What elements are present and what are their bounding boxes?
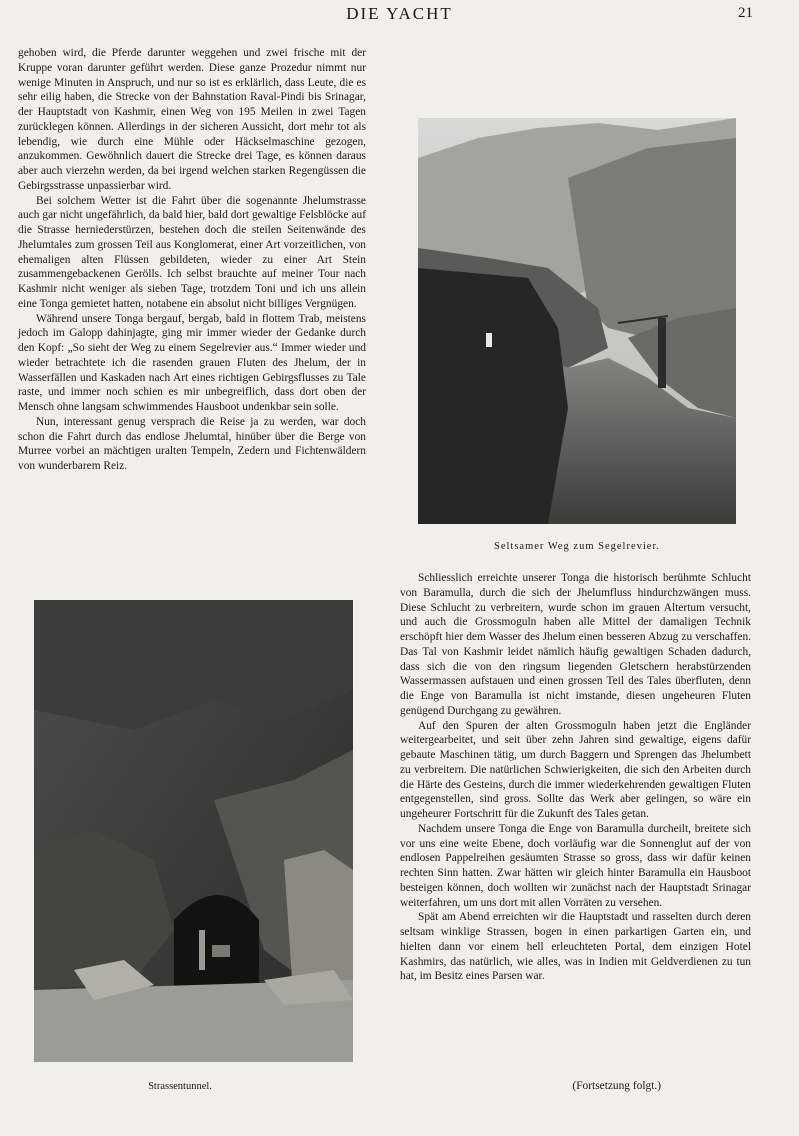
paragraph: Nachdem unsere Tonga die Enge von Baramulla durcheilt, breitete sich vor uns eine weite Ebene, doch vorläufig war die Sonnenglut auf der von endlosen Pappelreihen gesäumten Strasse so gross, dass wir dafür keinen rechten Sinn hatten. Zwar hätten wir gleich hinter Baramulla ein Hausboot besteigen können, doch wollten wir zunächst nach der Hauptstadt Srinagar weiterfahren, um uns dort mit allen Vorräten zu versehen. — [400, 822, 751, 909]
paragraph: Schliesslich erreichte unserer Tonga die historisch berühmte Schlucht von Baramulla, durch die sich der Jhelumfluss hindurchzwängen muss. Diese Schlucht zu verbreitern, wurde schon im grauen Altertum versucht, und auch die Grossmoguln haben alle Mittel der damaligen Technik erschöpft hier dem Wasser des Jhelum einen besseren Abzug zu verschaffen. Das Tal von Kashmir leidet nämlich häufig gewaltigen Schaden dadurch, dass sich die von den ringsum liegenden Gletschern herabstürzenden Wassermassen aufstauen und einen grossen Teil des Tales überfluten, denn die Enge von Baramulla ist nicht imstande, diesen ungeheuren Fluten genügend Durchgang zu gewähren. — [400, 572, 751, 717]
paragraph: Bei solchem Wetter ist die Fahrt über die sogenannte Jhelumstrasse auch gar nicht ungefährlich, da bald hier, bald dort gewaltige Felsblöcke auf die Strasse herniederstürzen, bestehen doch die steilen Seitenwände des Jhelumtales zum grossen Teil aus Konglomerat, einer Art vorzeitlichen, von ehemaligen alten Flüssen gebildeten, wieder zu einer Art Stein zusammengebackenen Gerölls. Ich selbst brauchte auf meiner Tour nach Kashmir nicht weniger als sieben Tage, trotzdem Toni und ich uns allein eine Tonga gemietet hatten, notabene ein absolut nicht billiges Vergnügen. — [18, 194, 366, 310]
photo-caption-tunnel: Strassentunnel. — [148, 1081, 212, 1092]
photo-road-tunnel — [34, 600, 353, 1062]
continued-note: (Fortsetzung folgt.) — [572, 1080, 661, 1092]
page-number: 21 — [738, 5, 753, 21]
left-column-text — [18, 46, 366, 474]
paragraph: Spät am Abend erreichten wir die Hauptstadt und rasselten durch deren seltsam winklige Strassen, bogen in einen parkartigen Garten ein, und hielten dann vor einem hell erleuchteten Portal, dem einzigen Hotel Kashmirs, das natürlich, wie alles, was in Indien mit Geldverdienen zu tun hat, im Besitz eines Parsen war. — [400, 911, 751, 983]
paragraph: Nun, interessant genug versprach die Reise ja zu werden, war doch schon die Fahrt durch das endlose Jhelumtal, hinüber über die Berge von Murree vorbei an mächtigen uralten Tempeln, Zedern und Fichtenwäldern von wunderbarem Reiz. — [18, 415, 366, 472]
road-tunnel-illustration — [34, 600, 353, 1062]
photo-caption-road: Seltsamer Weg zum Segelrevier. — [493, 541, 660, 552]
mountain-road-illustration — [418, 118, 736, 524]
right-column-text — [400, 571, 751, 984]
running-header-title: DIE YACHT — [346, 4, 453, 23]
paragraph: gehoben wird, die Pferde darunter weggehen und zwei frische mit der Kruppe voran darunter geführt werden. Diese ganze Prozedur nimmt nur wenige Minuten in Anspruch, und nur so ist es erklärlich, dass Leute, die es sehr eilig haben, die Strecke von der Bahnstation Raval-Pindi bis Srinagar, der Hauptstadt von Kashmir, einen Weg von 195 Meilen in zwei Tagen zurücklegen können. Allerdings in der sicheren Aussicht, dort mehr tot als lebendig, wie durch eine Mühle oder Häckselmaschine gezogen, anzukommen. Gewöhnlich dauert die Strecke drei Tage, es können daraus aber auch vierzehn werden, da bei irgend welchen starken Regengüssen die Gebirgsstrasse unpassierbar wird. — [18, 47, 366, 192]
paragraph: Auf den Spuren der alten Grossmoguln haben jetzt die Engländer weitergearbeitet, und seit über zehn Jahren sind gewaltige, eigens dafür gebaute Maschinen tätig, um durch Baggern und Sprengen das Jhelumbett zu verbreitern. Die natürlichen Schwierigkeiten, die sich den Arbeiten durch die Härte des Gesteins, durch die immer wiederkehrenden gewaltigen Fluten entgegenstellen, sind gross. Sollte das Werk aber gelingen, so wäre ein ungeheurer Fortschritt für die Zukunft des Tales getan. — [400, 719, 751, 820]
photo-mountain-road — [418, 118, 736, 524]
paragraph: Während unsere Tonga bergauf, bergab, bald in flottem Trab, meistens jedoch im Galopp dahinjagte, ging mir immer wieder der Gedanke durch den Kopf: „So sieht der Weg zu einem Segelrevier aus.“ Immer wieder und wieder betrachtete ich die rasenden grauen Fluten des Jhelum, der in Wasserfällen und Kaskaden nach Art eines richtigen Gebirgsflusses zu Tale raste, und immer noch schien es mir unbegreiflich, dass dort oben der Mensch ohne langsam schwimmendes Hausboot undenkbar sein solle. — [18, 312, 366, 413]
